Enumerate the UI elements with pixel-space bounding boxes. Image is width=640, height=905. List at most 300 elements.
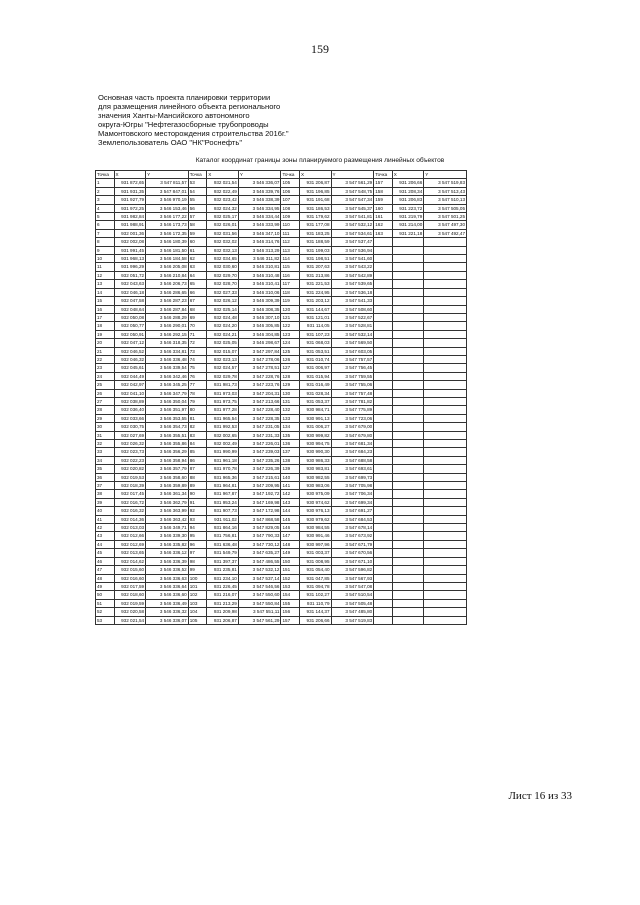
table-row	[96, 347, 467, 355]
y-cell: 3 546 287,84	[146, 305, 189, 313]
table-row	[96, 313, 467, 321]
table-row	[96, 355, 467, 363]
point-cell	[374, 355, 393, 363]
table-row	[96, 221, 467, 229]
x-cell: 932 024,32	[207, 204, 239, 212]
y-cell: 3 546 357,79	[146, 465, 189, 473]
x-cell: 930 999,82	[300, 431, 332, 439]
y-cell: 3 547 679,80	[331, 431, 374, 439]
x-cell: 931 973,03	[207, 389, 239, 397]
table-row	[96, 364, 467, 372]
point-cell: 15	[96, 297, 115, 305]
y-cell: 3 547 542,89	[331, 271, 374, 279]
point-cell: 39	[96, 498, 115, 506]
point-cell: 138	[281, 456, 300, 464]
table-row	[96, 482, 467, 490]
x-cell: 930 983,81	[300, 465, 332, 473]
x-cell: 932 017,45	[114, 490, 146, 498]
point-cell: 53	[96, 616, 115, 624]
point-cell: 159	[374, 196, 393, 204]
y-cell: 3 547 551,11	[238, 608, 281, 616]
point-cell: 90	[188, 490, 207, 498]
point-cell	[374, 347, 393, 355]
x-cell: 932 019,53	[114, 473, 146, 481]
point-cell	[374, 364, 393, 372]
table-row	[96, 339, 467, 347]
x-cell: 931 965,54	[207, 414, 239, 422]
point-cell	[374, 423, 393, 431]
point-cell: 62	[188, 255, 207, 263]
point-cell: 1	[96, 179, 115, 187]
y-cell: 3 547 239,03	[238, 448, 281, 456]
point-cell: 74	[188, 355, 207, 363]
x-cell: 931 223,72	[392, 204, 424, 212]
x-cell: 932 018,60	[114, 591, 146, 599]
x-cell: 932 026,01	[207, 221, 239, 229]
x-cell: 931 191,68	[300, 196, 332, 204]
x-cell: 930 994,75	[300, 440, 332, 448]
point-cell	[374, 322, 393, 330]
point-cell: 88	[188, 473, 207, 481]
y-cell	[424, 490, 467, 498]
table-row	[96, 473, 467, 481]
point-cell: 132	[281, 406, 300, 414]
point-cell: 113	[281, 246, 300, 254]
y-cell: 3 546 336,60	[146, 591, 189, 599]
x-cell	[392, 347, 424, 355]
x-cell: 930 979,62	[300, 515, 332, 523]
x-cell: 931 967,87	[207, 490, 239, 498]
y-cell: 3 546 318,35	[146, 339, 189, 347]
x-cell: 931 102,27	[300, 591, 332, 599]
x-cell	[392, 313, 424, 321]
table-row	[96, 330, 467, 338]
x-cell: 932 047,58	[114, 297, 146, 305]
x-cell: 931 054,40	[300, 566, 332, 574]
point-cell: 27	[96, 397, 115, 405]
x-cell: 932 043,63	[114, 280, 146, 288]
y-cell: 3 547 226,39	[238, 465, 281, 473]
header-point: Точка	[96, 171, 115, 179]
y-cell	[424, 406, 467, 414]
point-cell	[374, 330, 393, 338]
y-cell: 3 547 486,55	[238, 557, 281, 565]
point-cell: 36	[96, 473, 115, 481]
point-cell: 5	[96, 213, 115, 221]
point-cell	[374, 448, 393, 456]
y-cell: 3 547 547,08	[331, 582, 374, 590]
x-cell	[392, 456, 424, 464]
x-cell	[392, 498, 424, 506]
y-cell	[424, 271, 467, 279]
point-cell: 57	[188, 213, 207, 221]
point-cell	[374, 339, 393, 347]
point-cell: 149	[281, 549, 300, 557]
table-row	[96, 187, 467, 195]
y-cell: 3 547 684,53	[331, 515, 374, 523]
x-cell: 931 107,23	[300, 330, 332, 338]
point-cell: 92	[188, 507, 207, 515]
y-cell: 3 546 336,64	[146, 582, 189, 590]
point-cell: 44	[96, 540, 115, 548]
point-cell: 145	[281, 515, 300, 523]
x-cell: 930 991,46	[300, 532, 332, 540]
x-cell: 932 016,60	[114, 574, 146, 582]
y-cell: 3 547 706,34	[331, 490, 374, 498]
y-cell: 3 546 334,44	[238, 213, 281, 221]
point-cell: 67	[188, 297, 207, 305]
x-cell: 931 008,95	[300, 557, 332, 565]
x-cell: 932 014,62	[114, 557, 146, 565]
point-cell: 45	[96, 549, 115, 557]
point-cell: 63	[188, 263, 207, 271]
y-cell: 3 546 353,55	[146, 414, 189, 422]
y-cell: 3 547 548,75	[331, 187, 374, 195]
table-row	[96, 297, 467, 305]
x-cell: 932 042,97	[114, 381, 146, 389]
point-cell: 96	[188, 540, 207, 548]
y-cell: 3 547 510,54	[331, 591, 374, 599]
point-cell: 18	[96, 322, 115, 330]
y-cell	[424, 389, 467, 397]
y-cell: 3 546 355,86	[146, 440, 189, 448]
y-cell: 3 546 205,08	[146, 263, 189, 271]
heading-line: Основная часть проекта планировки территории	[98, 93, 271, 102]
point-cell: 91	[188, 498, 207, 506]
point-cell: 107	[281, 196, 300, 204]
x-cell: 932 026,12	[207, 297, 239, 305]
y-cell: 3 547 868,58	[238, 515, 281, 523]
point-cell	[374, 465, 393, 473]
x-cell: 932 023,13	[207, 355, 239, 363]
point-cell: 3	[96, 196, 115, 204]
y-cell	[424, 498, 467, 506]
table-row	[96, 229, 467, 237]
y-cell: 3 547 192,72	[238, 490, 281, 498]
header-x: X	[392, 171, 424, 179]
x-cell: 931 990,99	[207, 448, 239, 456]
x-cell	[392, 372, 424, 380]
x-cell: 931 188,59	[300, 238, 332, 246]
table-row	[96, 431, 467, 439]
x-cell: 932 024,20	[207, 322, 239, 330]
x-cell	[392, 423, 424, 431]
table-row	[96, 204, 467, 212]
y-cell: 3 547 228,40	[238, 406, 281, 414]
y-cell: 3 546 290,01	[146, 322, 189, 330]
y-cell: 3 546 345,25	[146, 381, 189, 389]
point-cell: 19	[96, 330, 115, 338]
x-cell: 931 992,53	[207, 423, 239, 431]
y-cell: 3 547 297,84	[238, 347, 281, 355]
x-cell	[392, 566, 424, 574]
point-cell: 14	[96, 288, 115, 296]
x-cell: 931 010,74	[300, 355, 332, 363]
y-cell: 3 547 532,12	[238, 566, 281, 574]
point-cell: 42	[96, 524, 115, 532]
x-cell: 931 961,18	[207, 456, 239, 464]
y-cell: 3 547 691,27	[331, 507, 374, 515]
point-cell: 131	[281, 397, 300, 405]
y-cell: 3 546 336,48	[146, 355, 189, 363]
y-cell: 3 547 228,76	[238, 372, 281, 380]
table-row	[96, 397, 467, 405]
y-cell: 3 546 336,39	[146, 557, 189, 565]
y-cell	[424, 372, 467, 380]
y-cell: 3 547 684,23	[331, 448, 374, 456]
y-cell	[424, 263, 467, 271]
x-cell: 931 234,10	[207, 574, 239, 582]
point-cell: 77	[188, 381, 207, 389]
x-cell: 931 208,34	[392, 187, 424, 195]
y-cell: 3 547 172,98	[238, 507, 281, 515]
y-cell: 3 547 508,60	[331, 305, 374, 313]
x-cell: 931 219,79	[392, 213, 424, 221]
y-cell: 3 547 550,84	[238, 599, 281, 607]
point-cell: 122	[281, 322, 300, 330]
y-cell: 3 547 226,01	[238, 440, 281, 448]
point-cell: 134	[281, 423, 300, 431]
y-cell: 3 546 308,35	[238, 305, 281, 313]
x-cell: 931 006,97	[300, 364, 332, 372]
table-row	[96, 456, 467, 464]
table-row	[96, 381, 467, 389]
y-cell: 3 546 358,60	[146, 473, 189, 481]
table-row	[96, 213, 467, 221]
x-cell: 930 983,06	[300, 482, 332, 490]
x-cell	[392, 271, 424, 279]
point-cell: 125	[281, 347, 300, 355]
x-cell	[392, 246, 424, 254]
header-point: Точка	[188, 171, 207, 179]
x-cell: 931 206,66	[300, 616, 332, 624]
x-cell: 932 012,66	[114, 532, 146, 540]
x-cell	[392, 482, 424, 490]
y-cell: 3 546 336,49	[146, 599, 189, 607]
y-cell: 3 546 359,89	[146, 482, 189, 490]
x-cell: 932 032,02	[207, 238, 239, 246]
point-cell: 128	[281, 372, 300, 380]
table-body	[96, 179, 467, 625]
point-cell: 23	[96, 364, 115, 372]
x-cell: 931 196,85	[300, 187, 332, 195]
point-cell: 26	[96, 389, 115, 397]
y-cell: 3 546 355,51	[146, 431, 189, 439]
x-cell: 932 028,70	[207, 280, 239, 288]
point-cell: 4	[96, 204, 115, 212]
table-row	[96, 440, 467, 448]
point-cell: 154	[281, 591, 300, 599]
table-row	[96, 599, 467, 607]
y-cell: 3 547 223,76	[238, 381, 281, 389]
y-cell	[424, 448, 467, 456]
x-cell	[392, 515, 424, 523]
point-cell	[374, 498, 393, 506]
x-cell: 931 981,73	[207, 381, 239, 389]
point-cell: 143	[281, 498, 300, 506]
x-cell	[392, 255, 424, 263]
page-number: 159	[311, 42, 329, 56]
point-cell: 46	[96, 557, 115, 565]
y-cell: 3 546 336,32	[146, 608, 189, 616]
x-cell: 931 991,45	[114, 246, 146, 254]
x-cell: 932 018,39	[114, 482, 146, 490]
x-cell: 932 021,54	[114, 616, 146, 624]
y-cell: 3 547 561,29	[238, 616, 281, 624]
y-cell	[424, 582, 467, 590]
x-cell	[392, 557, 424, 565]
x-cell	[392, 364, 424, 372]
table-row	[96, 288, 467, 296]
y-cell: 3 547 231,05	[238, 423, 281, 431]
point-cell: 157	[374, 179, 393, 187]
x-cell: 932 022,23	[114, 456, 146, 464]
x-cell: 931 977,28	[207, 406, 239, 414]
y-cell	[424, 322, 467, 330]
x-cell: 930 982,55	[300, 473, 332, 481]
point-cell: 49	[96, 582, 115, 590]
y-cell	[424, 524, 467, 532]
point-cell: 55	[188, 196, 207, 204]
table-header-row	[96, 171, 467, 179]
y-cell: 3 547 759,55	[331, 372, 374, 380]
heading-line: Мамонтовского месторождения строительства 2016г."	[98, 129, 289, 138]
x-cell	[392, 330, 424, 338]
y-cell	[424, 255, 467, 263]
y-cell: 3 546 286,65	[146, 288, 189, 296]
point-cell: 102	[188, 591, 207, 599]
point-cell	[374, 507, 393, 515]
y-cell	[424, 280, 467, 288]
x-cell	[392, 549, 424, 557]
y-cell: 3 547 539,65	[331, 280, 374, 288]
y-cell: 3 546 298,67	[238, 339, 281, 347]
x-cell	[392, 280, 424, 288]
y-cell: 3 546 206,73	[146, 280, 189, 288]
x-cell	[392, 297, 424, 305]
point-cell: 9	[96, 246, 115, 254]
x-cell: 931 110,79	[300, 599, 332, 607]
point-cell: 33	[96, 448, 115, 456]
header-y: Y	[146, 171, 189, 179]
x-cell: 930 984,55	[300, 524, 332, 532]
x-cell: 932 024,21	[207, 330, 239, 338]
point-cell	[374, 524, 393, 532]
x-cell: 931 207,63	[300, 263, 332, 271]
heading-line: Землепользователь ОАО "НК"Роснефть"	[98, 138, 243, 147]
y-cell	[424, 355, 467, 363]
point-cell: 28	[96, 406, 115, 414]
y-cell	[424, 549, 467, 557]
x-cell: 932 001,36	[114, 229, 146, 237]
point-cell: 13	[96, 280, 115, 288]
table-row	[96, 246, 467, 254]
point-cell: 157	[281, 616, 300, 624]
y-cell	[424, 297, 467, 305]
point-cell: 133	[281, 414, 300, 422]
x-cell: 931 965,36	[207, 473, 239, 481]
y-cell: 3 547 705,98	[331, 482, 374, 490]
point-cell	[374, 372, 393, 380]
x-cell: 932 047,12	[114, 339, 146, 347]
y-cell: 3 547 532,12	[331, 221, 374, 229]
x-cell: 932 027,33	[207, 288, 239, 296]
x-cell: 930 976,13	[300, 507, 332, 515]
point-cell: 82	[188, 423, 207, 431]
x-cell: 931 931,35	[114, 187, 146, 195]
point-cell: 103	[188, 599, 207, 607]
point-cell: 121	[281, 313, 300, 321]
point-cell	[374, 599, 393, 607]
table-row	[96, 574, 467, 582]
y-cell: 3 546 338,39	[238, 196, 281, 204]
y-cell: 3 547 235,26	[238, 456, 281, 464]
x-cell: 932 022,49	[207, 187, 239, 195]
y-cell: 3 547 215,61	[238, 473, 281, 481]
x-cell: 931 206,87	[207, 616, 239, 624]
y-cell: 3 546 350,04	[146, 397, 189, 405]
x-cell: 931 235,81	[207, 566, 239, 574]
x-cell	[392, 591, 424, 599]
y-cell: 3 546 314,76	[238, 238, 281, 246]
y-cell: 3 546 336,12	[146, 549, 189, 557]
point-cell: 110	[281, 221, 300, 229]
x-cell: 931 636,48	[207, 540, 239, 548]
y-cell: 3 547 501,25	[424, 213, 467, 221]
x-cell: 931 198,51	[300, 255, 332, 263]
x-cell	[392, 406, 424, 414]
x-cell	[392, 355, 424, 363]
table-row	[96, 372, 467, 380]
point-cell	[374, 271, 393, 279]
x-cell: 932 012,69	[114, 540, 146, 548]
x-cell: 931 177,08	[300, 221, 332, 229]
y-cell: 3 547 537,47	[331, 238, 374, 246]
x-cell: 931 973,75	[207, 397, 239, 405]
point-cell: 106	[281, 187, 300, 195]
x-cell: 932 044,49	[114, 372, 146, 380]
y-cell: 3 547 673,92	[331, 532, 374, 540]
x-cell: 932 024,57	[207, 364, 239, 372]
x-cell	[392, 440, 424, 448]
point-cell	[374, 313, 393, 321]
y-cell: 3 546 347,79	[146, 389, 189, 397]
x-cell: 932 002,65	[207, 431, 239, 439]
x-cell: 931 206,66	[392, 179, 424, 187]
point-cell	[374, 297, 393, 305]
header-point: Точка	[281, 171, 300, 179]
x-cell: 932 019,59	[114, 599, 146, 607]
x-cell: 932 023,73	[114, 448, 146, 456]
point-cell	[374, 473, 393, 481]
y-cell	[424, 288, 467, 296]
x-cell: 932 029,70	[207, 271, 239, 279]
point-cell: 83	[188, 431, 207, 439]
x-cell: 931 179,62	[300, 213, 332, 221]
x-cell: 931 911,02	[207, 515, 239, 523]
x-cell	[392, 490, 424, 498]
y-cell: 3 547 671,10	[331, 557, 374, 565]
y-cell: 3 547 485,80	[331, 608, 374, 616]
point-cell: 162	[374, 221, 393, 229]
point-cell: 119	[281, 297, 300, 305]
x-cell: 932 048,64	[114, 305, 146, 313]
y-cell: 3 547 546,56	[238, 582, 281, 590]
x-cell: 931 549,79	[207, 549, 239, 557]
x-cell: 931 214,00	[392, 221, 424, 229]
y-cell	[424, 330, 467, 338]
point-cell: 52	[96, 608, 115, 616]
